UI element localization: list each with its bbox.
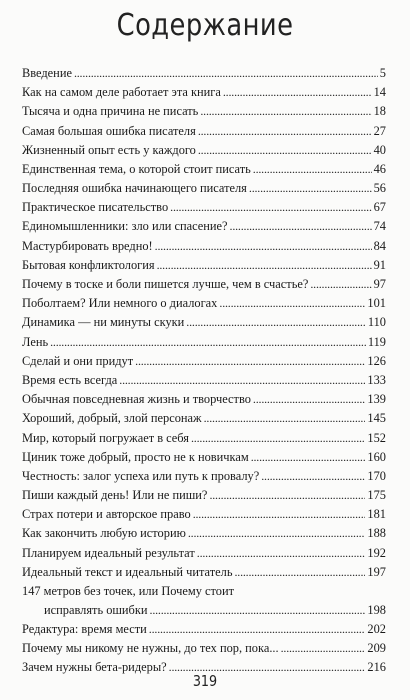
toc-entry bbox=[22, 313, 386, 332]
toc-entry-label: Честность: залог успеха или путь к провалу? bbox=[22, 468, 260, 483]
toc-entry bbox=[22, 83, 386, 102]
toc-entry bbox=[22, 122, 386, 141]
toc-entry bbox=[22, 639, 386, 658]
toc-entry-label: Практическое писательство bbox=[22, 200, 169, 215]
dot-leader bbox=[230, 218, 372, 237]
toc-entry bbox=[22, 179, 386, 198]
toc-entry bbox=[22, 237, 386, 256]
toc-entry-label: Самая большая ошибка писателя bbox=[22, 123, 196, 138]
toc-entry-page: 27 bbox=[373, 123, 386, 138]
dot-leader bbox=[249, 179, 372, 198]
toc-entry-label: Динамика — ни минуты скуки bbox=[22, 315, 185, 330]
dot-leader bbox=[200, 102, 371, 121]
toc-entry-page: 145 bbox=[367, 411, 386, 426]
toc-entry-page: 101 bbox=[367, 296, 386, 311]
toc-entry-label: Планируем идеальный результат bbox=[22, 545, 195, 560]
toc-entry-label: Хороший, добрый, злой персонаж bbox=[22, 411, 202, 426]
toc-entry bbox=[22, 64, 386, 83]
toc-entry-label: Введение bbox=[22, 65, 72, 80]
toc-entries bbox=[22, 64, 386, 582]
toc-entry-page: 160 bbox=[367, 449, 386, 464]
toc-entry bbox=[22, 218, 386, 237]
dot-leader bbox=[204, 409, 366, 428]
dot-leader bbox=[223, 83, 372, 102]
toc-entry-label: Последняя ошибка начинающего писателя bbox=[22, 181, 247, 196]
toc-entry bbox=[22, 505, 386, 524]
toc-entry-label: Идеальный текст и идеальный читатель bbox=[22, 564, 233, 579]
toc-entry-label: Мастурбировать вредно! bbox=[22, 238, 153, 253]
dot-leader bbox=[253, 390, 365, 409]
toc-entry-page: 74 bbox=[373, 219, 386, 234]
toc-entry-page: 197 bbox=[367, 564, 386, 579]
toc-entry-page: 40 bbox=[373, 142, 386, 157]
toc-entry-page: 139 bbox=[367, 392, 386, 407]
toc-entry-label: Сделай и они придут bbox=[22, 353, 134, 368]
toc-entry-label: Бытовая конфликтология bbox=[22, 257, 155, 272]
dot-leader bbox=[119, 371, 365, 390]
dot-leader bbox=[50, 333, 366, 352]
toc-entry-label: Единомышленники: зло или спасение? bbox=[22, 219, 228, 234]
toc-entry-page: 14 bbox=[373, 85, 386, 100]
toc-entry-page: 181 bbox=[367, 507, 386, 522]
dot-leader bbox=[253, 160, 372, 179]
toc-entry bbox=[22, 409, 386, 428]
toc-entry-label: Поболтаем? Или немного о диалогах bbox=[22, 296, 218, 311]
dot-leader bbox=[155, 237, 372, 256]
toc-entry bbox=[22, 352, 386, 371]
toc-entry bbox=[22, 620, 386, 639]
dot-leader bbox=[170, 198, 371, 217]
toc-entry-label: Почему в тоске и боли пишется лучше, чем в счастье? bbox=[22, 277, 309, 292]
dot-leader bbox=[150, 601, 366, 620]
toc-entry-label: Пиши каждый день! Или не пиши? bbox=[22, 488, 208, 503]
toc-entry-page: 84 bbox=[373, 238, 386, 253]
toc-entry bbox=[22, 198, 386, 217]
toc-entry bbox=[22, 333, 386, 352]
toc-entry-label-line1: 147 метров без точек, или Почему стоит bbox=[22, 584, 235, 599]
dot-leader bbox=[261, 467, 365, 486]
dot-leader bbox=[219, 294, 365, 313]
toc-entry bbox=[22, 563, 386, 582]
dot-leader bbox=[157, 256, 372, 275]
dot-leader bbox=[135, 352, 365, 371]
toc-entry-page: 119 bbox=[367, 334, 386, 349]
toc-entry-page: 192 bbox=[367, 545, 386, 560]
dot-leader bbox=[310, 275, 371, 294]
dot-leader bbox=[209, 486, 365, 505]
dot-leader bbox=[197, 544, 366, 563]
toc-entry bbox=[22, 467, 386, 486]
toc-entry-page: 198 bbox=[367, 603, 386, 618]
toc-entry-page: 202 bbox=[367, 622, 386, 637]
dot-leader bbox=[193, 505, 366, 524]
dot-leader bbox=[198, 141, 372, 160]
toc-entry bbox=[22, 160, 386, 179]
toc-entry bbox=[22, 294, 386, 313]
toc-entry bbox=[22, 544, 386, 563]
toc-entry-page: 67 bbox=[373, 200, 386, 215]
toc-entry-page: 170 bbox=[367, 468, 386, 483]
toc-entry-page: 5 bbox=[379, 65, 386, 80]
toc-entry-page: 18 bbox=[373, 104, 386, 119]
toc-entry-label: Мир, который погружает в себя bbox=[22, 430, 189, 445]
toc-entry-page: 56 bbox=[373, 181, 386, 196]
dot-leader bbox=[191, 429, 365, 448]
toc-entry-page: 209 bbox=[367, 641, 386, 656]
dot-leader bbox=[234, 563, 365, 582]
page-number: 319 bbox=[192, 672, 218, 690]
toc-entry-label: Редактура: время мести bbox=[22, 622, 147, 637]
toc-entry-page: 110 bbox=[367, 315, 386, 330]
dot-leader bbox=[74, 64, 378, 83]
toc-entry bbox=[22, 102, 386, 121]
toc-entry bbox=[22, 448, 386, 467]
toc-entry-line2 bbox=[22, 601, 386, 620]
toc-entry bbox=[22, 390, 386, 409]
toc-entry-page: 97 bbox=[373, 277, 386, 292]
toc-entry-page: 91 bbox=[373, 257, 386, 272]
toc-entries-after bbox=[22, 620, 386, 678]
table-of-contents bbox=[22, 64, 386, 678]
toc-entry-label: Лень bbox=[22, 334, 49, 349]
toc-entry-label: Циник тоже добрый, просто не к новичкам bbox=[22, 449, 249, 464]
toc-entry-label: Страх потери и авторское право bbox=[22, 507, 191, 522]
dot-leader bbox=[198, 122, 372, 141]
toc-entry-page: 188 bbox=[367, 526, 386, 541]
toc-entry-label: Тысяча и одна причина не писать bbox=[22, 104, 199, 119]
toc-entry bbox=[22, 141, 386, 160]
toc-entry bbox=[22, 275, 386, 294]
toc-entry-label: Зачем нужны бета-ридеры? bbox=[22, 660, 167, 675]
toc-entry-label: Обычная повседневная жизнь и творчество bbox=[22, 392, 251, 407]
toc-entry-multiline bbox=[22, 582, 386, 620]
toc-entry-label: Время есть всегда bbox=[22, 372, 118, 387]
toc-entry bbox=[22, 525, 386, 544]
toc-entry-label-line2: исправлять ошибки bbox=[44, 603, 148, 618]
toc-entry-page: 216 bbox=[367, 660, 386, 675]
toc-entry bbox=[22, 256, 386, 275]
toc-entry-label: Жизненный опыт есть у каждого bbox=[22, 142, 196, 157]
toc-entry-label: Почему мы никому не нужны, до тех пор, пока... bbox=[22, 641, 279, 656]
toc-entry-label: Как закончить любую историю bbox=[22, 526, 186, 541]
toc-entry bbox=[22, 486, 386, 505]
dot-leader bbox=[251, 448, 366, 467]
toc-entry-label: Как на самом деле работает эта книга bbox=[22, 85, 221, 100]
toc-entry-page: 46 bbox=[373, 161, 386, 176]
toc-entry-page: 126 bbox=[367, 353, 386, 368]
page-title: Содержание bbox=[116, 8, 294, 43]
toc-entry-page: 152 bbox=[367, 430, 386, 445]
toc-entry-label: Единственная тема, о которой стоит писать bbox=[22, 161, 251, 176]
toc-entry-page: 133 bbox=[367, 372, 386, 387]
dot-leader bbox=[149, 620, 366, 639]
toc-entry bbox=[22, 371, 386, 390]
dot-leader bbox=[186, 313, 366, 332]
dot-leader bbox=[188, 525, 366, 544]
dot-leader bbox=[281, 639, 366, 658]
toc-entry-page: 175 bbox=[367, 488, 386, 503]
toc-entry bbox=[22, 429, 386, 448]
